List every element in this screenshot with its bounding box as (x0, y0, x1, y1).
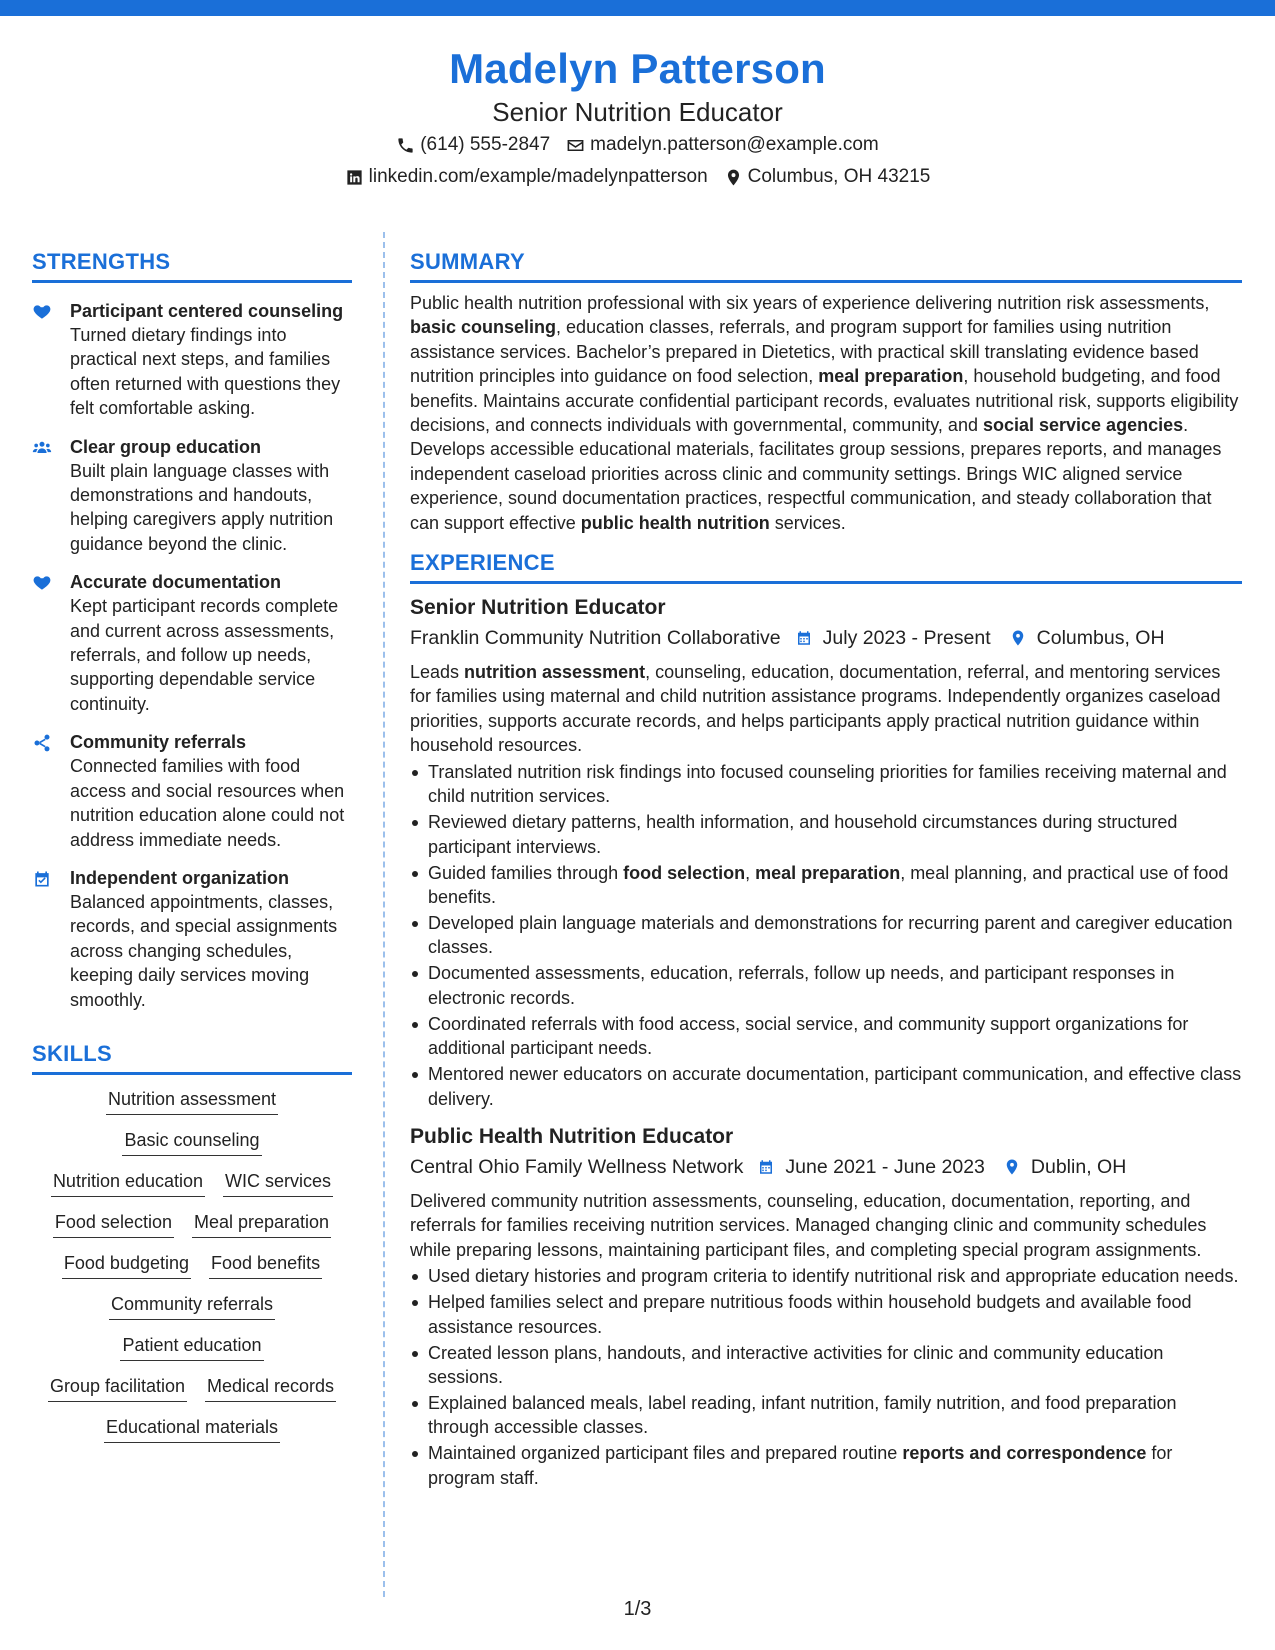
text-run: Maintained organized participant files and prepared routine (428, 1443, 903, 1464)
bullet-item (410, 810, 1242, 859)
strength-body (70, 730, 352, 852)
calendar-icon (795, 629, 823, 647)
envelope-icon (566, 136, 585, 155)
location-text: Columbus, OH 43215 (747, 166, 931, 187)
map-pin-icon (1003, 1158, 1031, 1176)
bold-text: food selection (623, 862, 746, 883)
skill-row (32, 1415, 352, 1443)
strength-body (70, 866, 352, 1012)
job-location: Columbus, OH (1036, 627, 1165, 650)
text-run: Translated nutrition risk findings into focused counseling priorities for families receiving maternal and child nutrition services. (428, 761, 1227, 807)
phone-icon (396, 136, 415, 155)
skill-tag: Medical records (205, 1374, 336, 1402)
strengths-heading: STRENGTHS (32, 248, 352, 283)
bullet-item (410, 1391, 1242, 1440)
text-run: Explained balanced meals, label reading, infant nutrition, family nutrition, and food preparation through accessible classes. (428, 1392, 1177, 1438)
experience-heading: EXPERIENCE (410, 549, 1242, 584)
calendar-icon (757, 1158, 785, 1176)
job-description (410, 660, 1242, 758)
job-meta (410, 1151, 1242, 1183)
bold-text: meal preparation (755, 862, 901, 883)
candidate-title: Senior Nutrition Educator (492, 97, 783, 127)
contact-row-2 (0, 162, 1275, 192)
map-pin-icon (1009, 629, 1037, 647)
phone-contact (396, 130, 550, 160)
bullet-item (410, 1012, 1242, 1061)
bold-text: reports and correspondence (902, 1443, 1147, 1464)
bullet-item (410, 911, 1242, 960)
job-meta (410, 622, 1242, 654)
skill-tag: Community referrals (109, 1292, 275, 1320)
strength-description: Connected families with food access and social resources when nutrition education alone could not address immediate needs. (70, 756, 345, 850)
job-location: Dublin, OH (1030, 1155, 1127, 1178)
strength-item (32, 866, 352, 1012)
job-organization: Central Ohio Family Wellness Network (410, 1155, 744, 1178)
skill-tag: Educational materials (104, 1415, 280, 1443)
text-run: Guided families through (428, 862, 624, 883)
strength-description: Balanced appointments, classes, records, and special assignments across changing schedules, keeping daily services moving smoothly. (70, 891, 338, 1010)
summary-heading: SUMMARY (410, 248, 1242, 283)
share-icon (32, 730, 56, 852)
summary-text (410, 291, 1242, 535)
text-run: Coordinated referrals with food access, social service, and community support organizations for additional participant needs. (428, 1013, 1189, 1059)
strength-item (32, 570, 352, 716)
skill-row (32, 1374, 352, 1402)
email-text[interactable]: madelyn.patterson@example.com (590, 134, 879, 155)
strength-body (70, 435, 352, 557)
skill-tag: WIC services (223, 1169, 333, 1197)
bullet-item (410, 961, 1242, 1010)
text-run: Documented assessments, education, referrals, follow up needs, and participant responses in electronic records. (428, 963, 1175, 1008)
text-run: Created lesson plans, handouts, and interactive activities for clinic and community education sessions. (428, 1342, 1164, 1387)
strength-description: Turned dietary findings into practical next steps, and families often returned with questions they felt comfortable asking. (70, 325, 341, 419)
text-run: , (745, 862, 756, 883)
text-run: services. (769, 512, 846, 533)
page-number: 1/3 (623, 1598, 652, 1620)
bold-text: public health nutrition (580, 512, 770, 533)
bold-text: basic counseling (410, 317, 557, 338)
location-contact (724, 162, 931, 192)
bold-text: nutrition assessment (464, 662, 646, 683)
top-accent-bar (0, 0, 1275, 16)
skill-row (32, 1128, 352, 1156)
text-run: Delivered community nutrition assessments, counseling, education, documentation, reporting, and referrals for families receiving nutrition services. Managed changing clinic and community schedules while preparing lessons, maintaining participant files, and completing special program assignments. (410, 1190, 1207, 1260)
calendar-check-icon (32, 866, 56, 1012)
right-column (410, 248, 1242, 1492)
bullet-item (410, 1441, 1242, 1490)
bullet-item (410, 1290, 1242, 1339)
strength-title: Accurate documentation (70, 572, 282, 593)
experience-list (410, 594, 1242, 1490)
strength-description: Built plain language classes with demonstrations and handouts, helping caregivers apply nutrition guidance beyond the clinic. (70, 460, 334, 554)
bullet-item (410, 1264, 1242, 1288)
skill-tag: Patient education (120, 1333, 263, 1361)
heart-icon (32, 299, 56, 421)
strength-title: Participant centered counseling (70, 301, 344, 321)
skill-row (32, 1251, 352, 1279)
contact-row-1 (0, 130, 1275, 160)
job-dates: July 2023 - Present (822, 627, 991, 650)
users-icon (32, 435, 56, 557)
job-organization: Franklin Community Nutrition Collaborative (410, 627, 781, 650)
skill-tag: Basic counseling (122, 1128, 261, 1156)
job-entry (410, 1123, 1242, 1490)
strength-body (70, 299, 352, 421)
strength-item (32, 730, 352, 852)
skill-tag: Food benefits (209, 1251, 322, 1279)
skill-tag: Meal preparation (192, 1210, 331, 1238)
bullet-item (410, 861, 1242, 910)
text-run: for program staff. (428, 1443, 1173, 1488)
map-pin-icon (724, 168, 743, 187)
skill-tag: Nutrition assessment (106, 1087, 278, 1115)
bullet-item (410, 1341, 1242, 1390)
strength-item (32, 435, 352, 557)
skills-heading: SKILLS (32, 1040, 352, 1075)
text-run: Leads (410, 662, 465, 683)
job-entry (410, 594, 1242, 1111)
skill-row (32, 1087, 352, 1115)
text-run: Reviewed dietary patterns, health information, and household circumstances during structured participant interviews. (428, 812, 1178, 857)
bold-text: social service agencies (982, 415, 1184, 436)
skills-list (32, 1087, 352, 1443)
bullet-item (410, 1062, 1242, 1111)
linkedin-contact[interactable] (345, 162, 708, 192)
skill-tag: Nutrition education (51, 1169, 205, 1197)
linkedin-icon (345, 168, 364, 187)
text-run: , household budgeting, and food benefits. Maintains accurate confidential participant records, evaluates nutritional risk, supports eligibility decisions, and connects individuals with governmental, community, and (410, 366, 1239, 436)
resume-header (0, 42, 1275, 192)
bullet-item (410, 760, 1242, 809)
job-role: Senior Nutrition Educator (410, 596, 666, 620)
job-bullets (410, 1264, 1242, 1490)
column-divider (383, 232, 385, 1597)
strength-body (70, 570, 352, 716)
text-run: , meal planning, and practical use of food benefits. (428, 862, 1229, 907)
strength-title: Clear group education (70, 436, 262, 457)
text-run: , education classes, referrals, and program support for families using nutrition assistance services. Bachelor’s prepared in Dietetics, with practical skill translating evidence based nutrition principles into guidance on food selection, (410, 317, 1199, 387)
text-run: Mentored newer educators on accurate documentation, participant communication, and effective class delivery. (428, 1064, 1242, 1109)
strengths-list (32, 299, 352, 1012)
candidate-name: Madelyn Patterson (449, 45, 826, 92)
heart-icon (32, 570, 56, 716)
left-column (32, 248, 352, 1456)
strength-description: Kept participant records complete and current across assessments, referrals, and follow up needs, supporting dependable service continuity. (70, 596, 339, 714)
skill-row (32, 1169, 352, 1197)
skill-tag: Food budgeting (62, 1251, 191, 1279)
text-run: Helped families select and prepare nutritious foods within household budgets and available food assistance resources. (428, 1292, 1192, 1337)
phone-text: (614) 555-2847 (420, 134, 551, 155)
skill-tag: Group facilitation (48, 1374, 187, 1402)
text-run: Used dietary histories and program criteria to identify nutritional risk and appropriate education needs. (428, 1266, 1239, 1287)
bold-text: meal preparation (818, 366, 964, 387)
skill-row (32, 1210, 352, 1238)
job-dates: June 2021 - June 2023 (785, 1155, 985, 1178)
skill-tag: Food selection (53, 1210, 174, 1238)
linkedin-text[interactable]: linkedin.com/example/madelynpatterson (368, 166, 708, 187)
skill-row (32, 1292, 352, 1320)
text-run: Developed plain language materials and demonstrations for recurring parent and caregiver education classes. (428, 912, 1233, 958)
text-run: , counseling, education, documentation, referral, and mentoring services for families using maternal and child nutrition assistance programs. Independently organizes caseload priorities, supports accurate records, and helps participants apply practical nutrition guidance within household resources. (410, 662, 1221, 756)
job-description (410, 1189, 1242, 1262)
strength-item (32, 299, 352, 421)
email-contact[interactable] (566, 130, 879, 160)
text-run: . Develops accessible educational materials, facilitates group sessions, prepares reports, and manages independent caseload priorities across clinic and community settings. Brings WIC aligned service experience, sound documentation practices, respectful communication, and steady collaboration that can support effective (410, 415, 1222, 533)
job-bullets (410, 760, 1242, 1111)
strength-title: Independent organization (70, 867, 289, 888)
skill-row (32, 1333, 352, 1361)
text-run: Public health nutrition professional with six years of experience delivering nutrition risk assessments, (410, 293, 1210, 313)
job-role: Public Health Nutrition Educator (410, 1124, 734, 1148)
strength-title: Community referrals (70, 732, 247, 753)
